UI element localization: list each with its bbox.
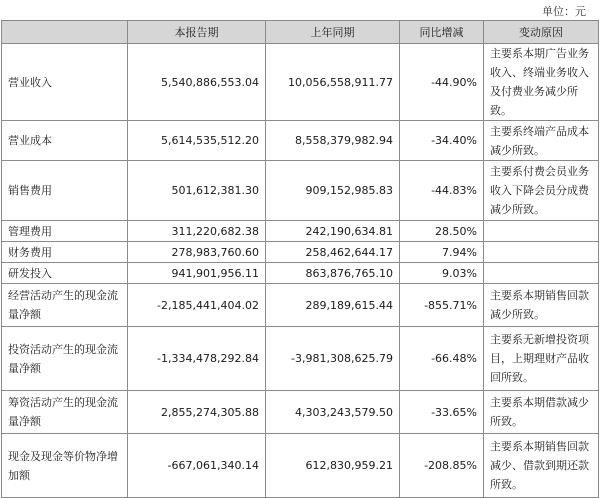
row-prior-value: 242,190,634.81	[266, 221, 400, 242]
row-reason: 主要系付费会员业务收入下降会员分成费减少所致。	[484, 161, 599, 221]
row-item: 研发投入	[2, 263, 128, 284]
row-prior-value: -3,981,308,625.79	[266, 327, 400, 391]
row-current-value: 5,614,535,512.20	[128, 121, 266, 161]
row-prior-value: 258,462,644.17	[266, 242, 400, 263]
row-reason: 主要系终端产品成本减少所致。	[484, 121, 599, 161]
row-item: 经营活动产生的现金流量净额	[2, 284, 128, 327]
row-prior-value: 8,558,379,982.94	[266, 121, 400, 161]
row-current-value: 501,612,381.30	[128, 161, 266, 221]
header-row	[2, 21, 599, 44]
row-change-percent: 28.50%	[400, 221, 484, 242]
row-prior-value: 289,189,615.44	[266, 284, 400, 327]
table-row	[2, 242, 599, 263]
row-prior-value: 909,152,985.83	[266, 161, 400, 221]
row-change-percent: -855.71%	[400, 284, 484, 327]
row-item: 投资活动产生的现金流量净额	[2, 327, 128, 391]
row-reason: 主要系无新增投资项目，上期理财产品收回所致。	[484, 327, 599, 391]
table-row	[2, 434, 599, 498]
row-reason	[484, 242, 599, 263]
row-prior-value: 863,876,765.10	[266, 263, 400, 284]
row-prior-value: 4,303,243,579.50	[266, 391, 400, 434]
row-reason: 主要系本期借款减少所致。	[484, 391, 599, 434]
row-change-percent: -44.83%	[400, 161, 484, 221]
table-row	[2, 221, 599, 242]
row-prior-value: 10,056,558,911.77	[266, 44, 400, 121]
table-row	[2, 44, 599, 121]
row-current-value: 278,983,760.60	[128, 242, 266, 263]
row-current-value: 941,901,956.11	[128, 263, 266, 284]
row-change-percent: 9.03%	[400, 263, 484, 284]
row-reason: 主要系本期销售回款减少所致。	[484, 284, 599, 327]
row-change-percent: 7.94%	[400, 242, 484, 263]
financial-table	[1, 20, 599, 498]
row-current-value: -2,185,441,404.02	[128, 284, 266, 327]
unit-line	[0, 0, 600, 20]
table-row	[2, 121, 599, 161]
row-change-percent: -44.90%	[400, 44, 484, 121]
row-item: 现金及现金等价物净增加额	[2, 434, 128, 498]
row-reason: 主要系本期广告业务收入、终端业务收入及付费业务减少所致。	[484, 44, 599, 121]
row-item: 管理费用	[2, 221, 128, 242]
row-item: 营业收入	[2, 44, 128, 121]
row-change-percent: -66.48%	[400, 327, 484, 391]
row-reason: 主要系本期销售回款减少、借款到期还款所致。	[484, 434, 599, 498]
row-current-value: 5,540,886,553.04	[128, 44, 266, 121]
row-item: 营业成本	[2, 121, 128, 161]
row-current-value: -667,061,340.14	[128, 434, 266, 498]
header-reason: 变动原因	[484, 21, 599, 44]
row-change-percent: -33.65%	[400, 391, 484, 434]
table-row	[2, 284, 599, 327]
header-item	[2, 21, 128, 44]
row-reason	[484, 263, 599, 284]
row-prior-value: 612,830,959.21	[266, 434, 400, 498]
row-current-value: 311,220,682.38	[128, 221, 266, 242]
table-row	[2, 327, 599, 391]
table-row	[2, 391, 599, 434]
row-item: 财务费用	[2, 242, 128, 263]
row-change-percent: -208.85%	[400, 434, 484, 498]
row-current-value: 2,855,274,305.88	[128, 391, 266, 434]
row-item: 筹资活动产生的现金流量净额	[2, 391, 128, 434]
row-item: 销售费用	[2, 161, 128, 221]
header-yoy-change: 同比增减	[400, 21, 484, 44]
header-current-period: 本报告期	[128, 21, 266, 44]
unit-label: 单位：元	[542, 5, 586, 18]
row-reason	[484, 221, 599, 242]
table-row	[2, 161, 599, 221]
row-change-percent: -34.40%	[400, 121, 484, 161]
row-current-value: -1,334,478,292.84	[128, 327, 266, 391]
table-row	[2, 263, 599, 284]
header-prior-period: 上年同期	[266, 21, 400, 44]
